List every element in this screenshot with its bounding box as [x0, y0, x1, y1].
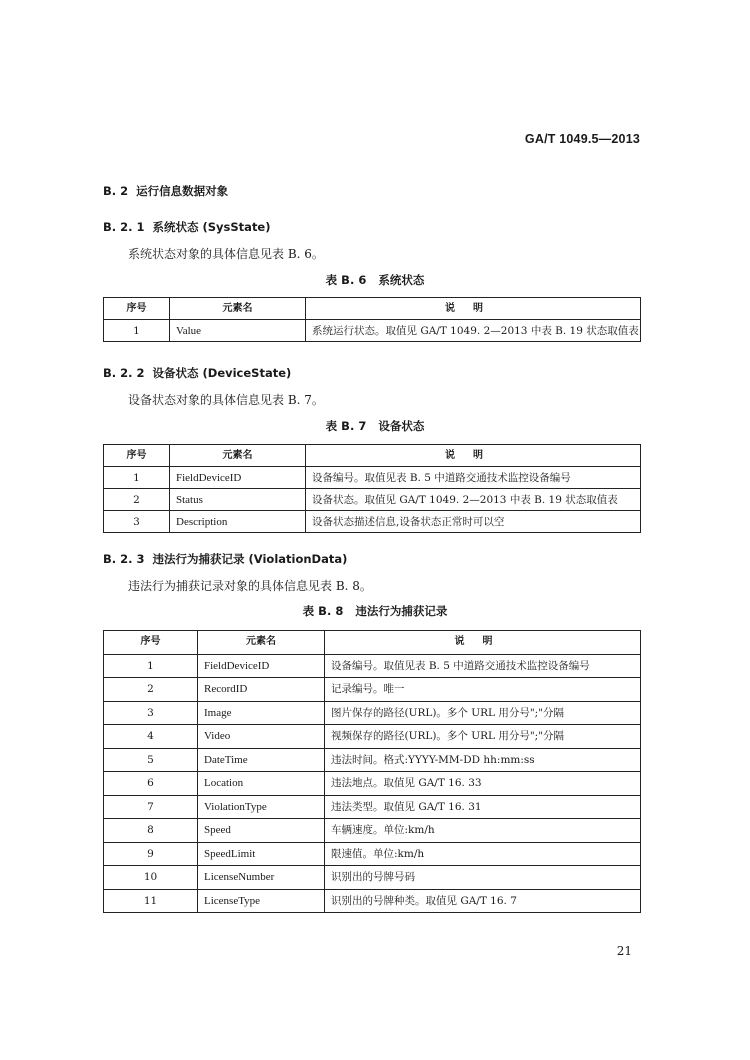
table-header-row — [104, 298, 641, 320]
section-title: 设备状态 (DeviceState) — [152, 366, 292, 380]
cell-desc: 限速值。单位:km/h — [325, 842, 641, 866]
section-heading-b2 — [103, 183, 228, 199]
cell-name: Value — [170, 320, 306, 342]
caption-title: 违法行为捕获记录 — [355, 604, 448, 618]
section-title: 违法行为捕获记录 (ViolationData) — [152, 552, 348, 566]
cell-seq: 1 — [104, 654, 198, 678]
cell-seq: 8 — [104, 819, 198, 843]
section-heading-b23 — [103, 551, 347, 567]
page-number: 21 — [616, 944, 632, 958]
cell-seq: 2 — [104, 489, 170, 511]
table-row — [104, 654, 641, 678]
cell-name: LicenseNumber — [198, 866, 325, 890]
cell-name: RecordID — [198, 678, 325, 702]
cell-name: Location — [198, 772, 325, 796]
cell-seq: 11 — [104, 889, 198, 913]
caption-number: 表 B. 8 — [302, 604, 344, 618]
cell-desc: 车辆速度。单位:km/h — [325, 819, 641, 843]
cell-desc: 识别出的号牌号码 — [325, 866, 641, 890]
table-row — [104, 511, 641, 533]
cell-desc: 设备编号。取值见表 B. 5 中道路交通技术监控设备编号 — [306, 467, 641, 489]
cell-name: Description — [170, 511, 306, 533]
cell-desc: 设备编号。取值见表 B. 5 中道路交通技术监控设备编号 — [325, 654, 641, 678]
document-code: GA/T 1049.5—2013 — [524, 132, 640, 146]
table-row — [104, 819, 641, 843]
header-name: 元素名 — [170, 298, 306, 320]
header-desc: 说明 — [306, 445, 641, 467]
table-row — [104, 748, 641, 772]
header-desc: 说明 — [306, 298, 641, 320]
table-row — [104, 866, 641, 890]
header-seq: 序号 — [104, 298, 170, 320]
header-name: 元素名 — [198, 631, 325, 655]
header-name: 元素名 — [170, 445, 306, 467]
caption-title: 系统状态 — [378, 273, 425, 287]
table-b7 — [103, 444, 641, 533]
cell-seq: 5 — [104, 748, 198, 772]
caption-number: 表 B. 7 — [325, 419, 367, 433]
cell-seq: 10 — [104, 866, 198, 890]
section-heading-b21 — [103, 219, 271, 235]
cell-desc: 识别出的号牌种类。取值见 GA/T 16. 7 — [325, 889, 641, 913]
cell-name: ViolationType — [198, 795, 325, 819]
table-b8 — [103, 630, 641, 913]
cell-desc: 违法时间。格式:YYYY-MM-DD hh:mm:ss — [325, 748, 641, 772]
table-row — [104, 795, 641, 819]
table-row — [104, 889, 641, 913]
cell-name: Video — [198, 725, 325, 749]
cell-seq: 2 — [104, 678, 198, 702]
cell-seq: 6 — [104, 772, 198, 796]
cell-name: Image — [198, 701, 325, 725]
table-caption-b7 — [0, 418, 750, 434]
cell-seq: 1 — [104, 467, 170, 489]
cell-seq: 3 — [104, 701, 198, 725]
paragraph-b21: 系统状态对象的具体信息见表 B. 6。 — [128, 247, 324, 261]
table-row — [104, 320, 641, 342]
cell-name: SpeedLimit — [198, 842, 325, 866]
section-number: B. 2. 3 — [103, 552, 145, 566]
header-seq: 序号 — [104, 631, 198, 655]
table-row — [104, 701, 641, 725]
table-row — [104, 678, 641, 702]
section-number: B. 2 — [103, 184, 129, 198]
header-desc: 说明 — [325, 631, 641, 655]
table-b6 — [103, 297, 641, 342]
table-header-row — [104, 631, 641, 655]
cell-name: Speed — [198, 819, 325, 843]
cell-seq: 3 — [104, 511, 170, 533]
cell-desc: 记录编号。唯一 — [325, 678, 641, 702]
section-number: B. 2. 2 — [103, 366, 145, 380]
table-row — [104, 842, 641, 866]
cell-desc: 视频保存的路径(URL)。多个 URL 用分号";"分隔 — [325, 725, 641, 749]
cell-seq: 7 — [104, 795, 198, 819]
cell-name: FieldDeviceID — [170, 467, 306, 489]
cell-desc: 违法类型。取值见 GA/T 16. 31 — [325, 795, 641, 819]
caption-number: 表 B. 6 — [325, 273, 367, 287]
section-title: 系统状态 (SysState) — [152, 220, 271, 234]
table-row — [104, 772, 641, 796]
table-header-row — [104, 445, 641, 467]
cell-desc: 设备状态描述信息,设备状态正常时可以空 — [306, 511, 641, 533]
paragraph-b22: 设备状态对象的具体信息见表 B. 7。 — [128, 393, 324, 407]
cell-seq: 1 — [104, 320, 170, 342]
caption-title: 设备状态 — [378, 419, 425, 433]
table-caption-b6 — [0, 272, 750, 288]
table-row — [104, 467, 641, 489]
cell-name: FieldDeviceID — [198, 654, 325, 678]
table-row — [104, 725, 641, 749]
cell-desc: 图片保存的路径(URL)。多个 URL 用分号";"分隔 — [325, 701, 641, 725]
cell-desc: 违法地点。取值见 GA/T 16. 33 — [325, 772, 641, 796]
section-number: B. 2. 1 — [103, 220, 145, 234]
table-caption-b8 — [0, 603, 750, 619]
section-title: 运行信息数据对象 — [136, 184, 229, 198]
cell-name: DateTime — [198, 748, 325, 772]
cell-seq: 9 — [104, 842, 198, 866]
header-seq: 序号 — [104, 445, 170, 467]
table-row — [104, 489, 641, 511]
cell-desc: 系统运行状态。取值见 GA/T 1049. 2—2013 中表 B. 19 状态取值表 — [306, 320, 641, 342]
cell-name: LicenseType — [198, 889, 325, 913]
cell-desc: 设备状态。取值见 GA/T 1049. 2—2013 中表 B. 19 状态取值表 — [306, 489, 641, 511]
cell-name: Status — [170, 489, 306, 511]
cell-seq: 4 — [104, 725, 198, 749]
section-heading-b22 — [103, 365, 291, 381]
paragraph-b23: 违法行为捕获记录对象的具体信息见表 B. 8。 — [128, 579, 372, 593]
